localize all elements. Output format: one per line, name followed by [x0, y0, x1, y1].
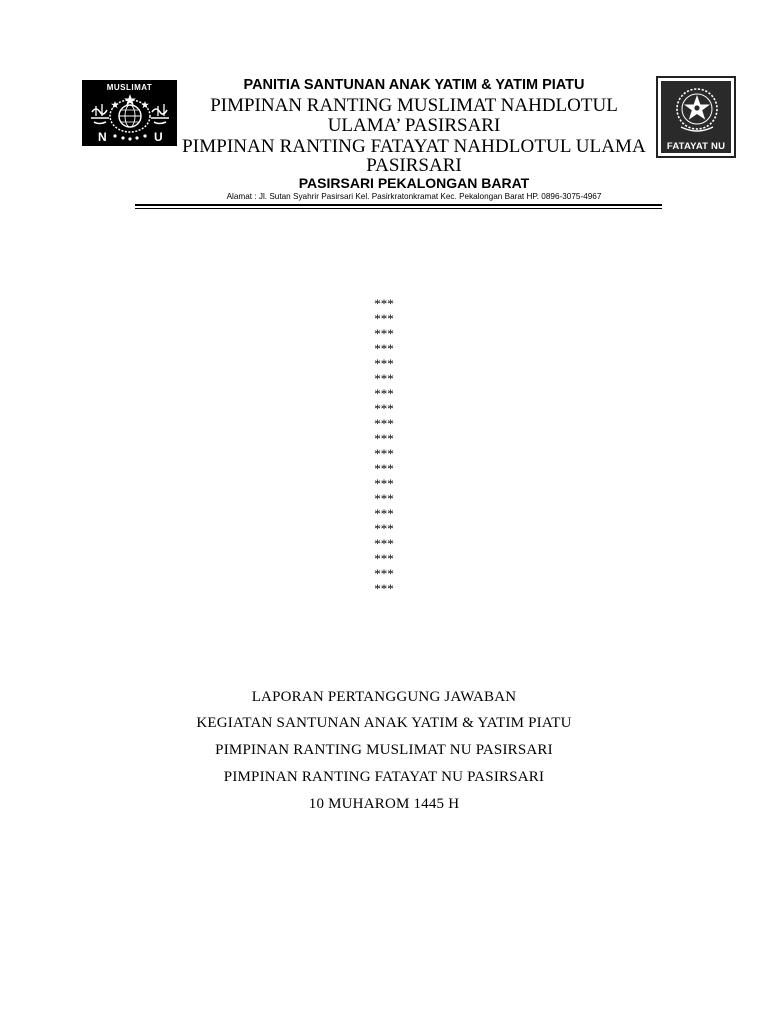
- asterisk-line: ***: [374, 431, 394, 446]
- letterhead-muslimat-line: PIMPINAN RANTING MUSLIMAT NAHDLOTUL: [210, 95, 618, 116]
- asterisk-line: ***: [374, 311, 394, 326]
- report-title: LAPORAN PERTANGGUNG JAWABAN: [251, 689, 517, 705]
- letterhead-fatayat-line-cont: PASIRSARI: [366, 155, 462, 176]
- asterisk-line: ***: [374, 566, 394, 581]
- asterisk-separator: [364, 296, 404, 596]
- asterisk-line: ***: [374, 416, 394, 431]
- letterhead-rule-thick: [135, 204, 662, 206]
- asterisk-line: ***: [374, 296, 394, 311]
- asterisk-line: ***: [374, 506, 394, 521]
- logo-word-muslimat: MUSLIMAT: [106, 83, 153, 92]
- letterhead-muslimat-line-cont: ULAMA’ PASIRSARI: [327, 115, 501, 136]
- asterisk-line: ***: [374, 401, 394, 416]
- asterisk-line: ***: [374, 581, 394, 596]
- asterisk-line: ***: [374, 476, 394, 491]
- letterhead-fatayat-line: PIMPINAN RANTING FATAYAT NAHDLOTUL ULAMA: [182, 136, 646, 157]
- report-date: 10 MUHAROM 1445 H: [308, 796, 460, 812]
- letterhead-address: Alamat : Jl. Sutan Syahrir Pasirsari Kel. Pasirkratonkramat Kec. Pekalongan Barat HP. 0896-3075-4967: [226, 192, 602, 201]
- letterhead-rule-thin: [135, 208, 662, 209]
- report-org-fatayat: PIMPINAN RANTING FATAYAT NU PASIRSARI: [223, 769, 545, 785]
- asterisk-line: ***: [374, 551, 394, 566]
- asterisk-line: ***: [374, 371, 394, 386]
- asterisk-line: ***: [374, 446, 394, 461]
- asterisk-line: ***: [374, 341, 394, 356]
- letterhead-location: PASIRSARI PEKALONGAN BARAT: [298, 175, 530, 191]
- asterisk-line: ***: [374, 356, 394, 371]
- asterisk-line: ***: [374, 521, 394, 536]
- logo-letter-u: U: [154, 130, 163, 144]
- report-org-muslimat: PIMPINAN RANTING MUSLIMAT NU PASIRSARI: [215, 742, 553, 758]
- asterisk-line: ***: [374, 536, 394, 551]
- asterisk-line: ***: [374, 491, 394, 506]
- asterisk-line: ***: [374, 386, 394, 401]
- letterhead-committee-name: PANITIA SANTUNAN ANAK YATIM & YATIM PIATU: [243, 77, 585, 93]
- asterisk-line: ***: [374, 461, 394, 476]
- asterisk-line: ***: [374, 326, 394, 341]
- logo-word-fatayat: FATAYAT NU: [666, 141, 726, 152]
- logo-letter-n: N: [98, 130, 107, 144]
- report-activity: KEGIATAN SANTUNAN ANAK YATIM & YATIM PIATU: [196, 715, 572, 731]
